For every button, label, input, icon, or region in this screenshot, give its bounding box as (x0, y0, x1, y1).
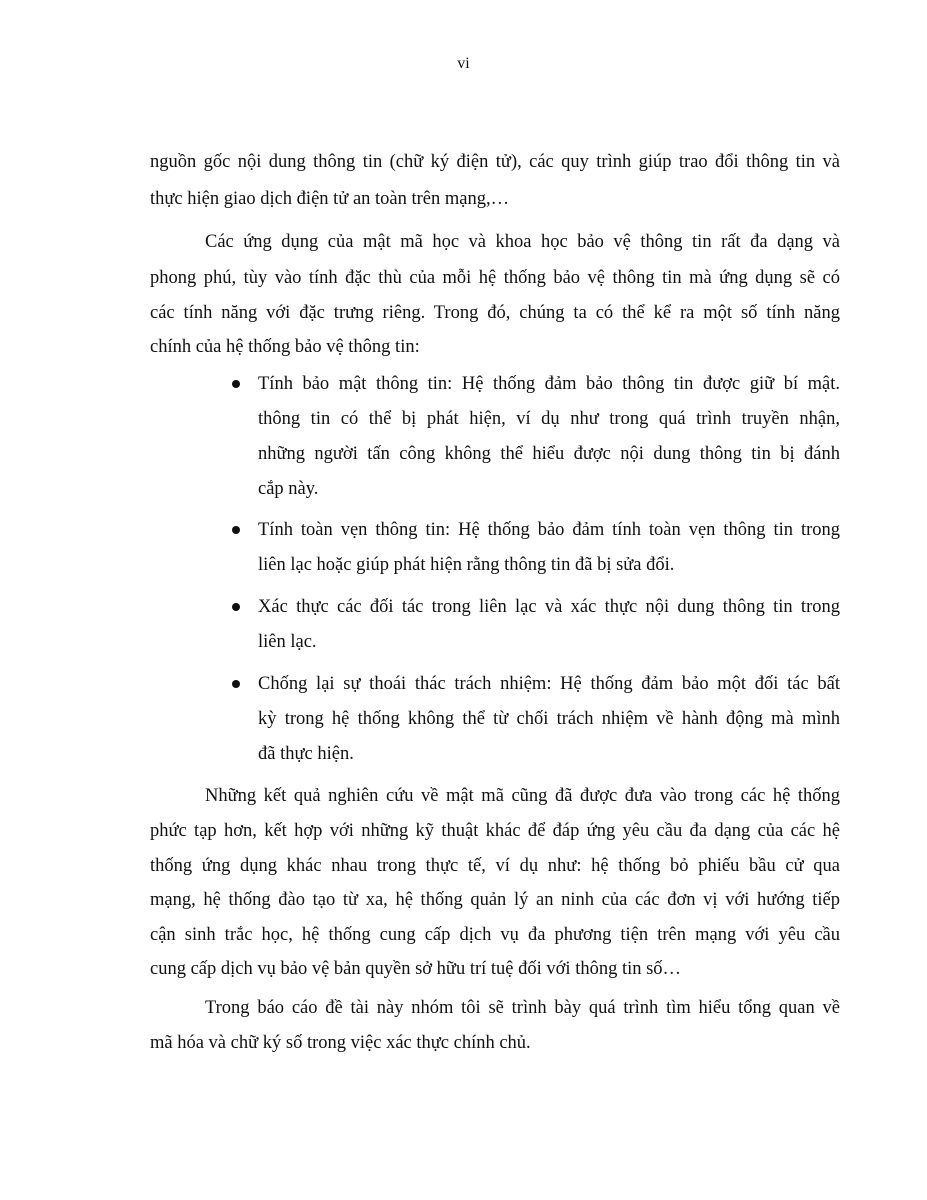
bullet-icon (232, 526, 240, 534)
text-line: Những kết quả nghiên cứu về mật mã cũng đã được đưa vào trong các hệ thống (205, 786, 840, 806)
bullet-text-line: Xác thực các đối tác trong liên lạc và xác thực nội dung thông tin trong (258, 597, 840, 617)
bullet-icon (232, 603, 240, 611)
bullet-text-line: Tính toàn vẹn thông tin: Hệ thống bảo đảm tính toàn vẹn thông tin trong (258, 520, 840, 540)
bullet-text-line: những người tấn công không thể hiểu được nội dung thông tin bị đánh (258, 444, 840, 464)
bullet-text-line: kỳ trong hệ thống không thể từ chối trách nhiệm về hành động mà mình (258, 709, 840, 729)
text-line: thực hiện giao dịch điện tử an toàn trên mạng,… (150, 189, 510, 209)
text-line: cận sinh trắc học, hệ thống cung cấp dịch vụ đa phương tiện trên mạng với yêu cầu (150, 925, 840, 945)
text-line: Các ứng dụng của mật mã học và khoa học bảo vệ thông tin rất đa dạng và (205, 232, 840, 252)
bullet-icon (232, 680, 240, 688)
text-line: chính của hệ thống bảo vệ thông tin: (150, 337, 420, 357)
bullet-text-line: liên lạc hoặc giúp phát hiện rằng thông tin đã bị sửa đổi. (258, 555, 675, 575)
bullet-text-line: Tính bảo mật thông tin: Hệ thống đảm bảo thông tin được giữ bí mật. (258, 374, 840, 394)
text-line: thống ứng dụng khác nhau trong thực tế, ví dụ như: hệ thống bỏ phiếu bầu cử qua (150, 856, 840, 876)
bullet-text-line: Chống lại sự thoái thác trách nhiệm: Hệ thống đảm bảo một đối tác bất (258, 674, 840, 694)
text-line: cung cấp dịch vụ bảo vệ bản quyền sở hữu trí tuệ đối với thông tin số… (150, 959, 682, 979)
bullet-text-line: thông tin có thể bị phát hiện, ví dụ như trong quá trình truyền nhận, (258, 409, 840, 429)
text-line: Trong báo cáo đề tài này nhóm tôi sẽ trình bày quá trình tìm hiểu tổng quan về (205, 998, 840, 1018)
bullet-text-line: liên lạc. (258, 632, 317, 652)
text-line: phức tạp hơn, kết hợp với những kỹ thuật khác để đáp ứng yêu cầu đa dạng của các hệ (150, 821, 840, 841)
text-line: nguồn gốc nội dung thông tin (chữ ký điện tử), các quy trình giúp trao đổi thông tin và (150, 152, 840, 172)
bullet-text-line: cắp này. (258, 479, 319, 499)
bullet-icon (232, 380, 240, 388)
text-line: phong phú, tùy vào tính đặc thù của mỗi hệ thống bảo vệ thông tin mà ứng dụng sẽ có (150, 268, 840, 288)
text-line: các tính năng với đặc trưng riêng. Trong đó, chúng ta có thể kể ra một số tính năng (150, 303, 840, 323)
bullet-text-line: đã thực hiện. (258, 744, 354, 764)
page-number: vi (457, 55, 470, 72)
text-line: mã hóa và chữ ký số trong việc xác thực chính chủ. (150, 1033, 531, 1053)
text-line: mạng, hệ thống đào tạo từ xa, hệ thống quản lý an ninh của các đơn vị với hướng tiếp (150, 890, 840, 910)
